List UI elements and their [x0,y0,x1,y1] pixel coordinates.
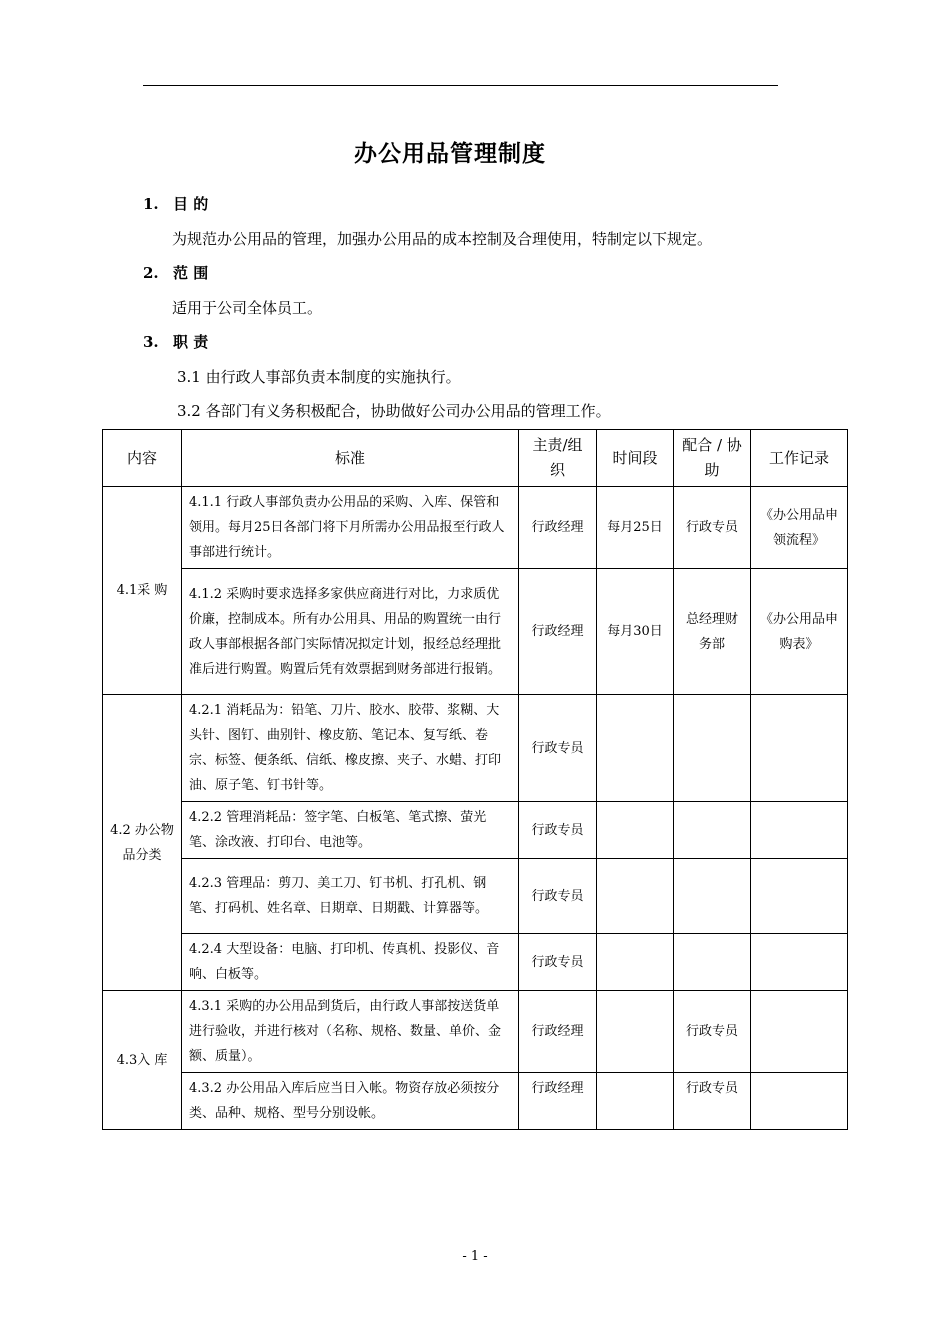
table-row [103,487,848,569]
time-cell [597,991,674,1073]
time-cell [597,934,674,991]
time-cell: 每月30日 [597,569,674,695]
table-row [103,859,848,934]
owner-cell: 行政经理 [519,487,597,569]
management-table [102,429,848,1130]
table-row [103,934,848,991]
header-record: 工作记录 [751,430,848,487]
owner-cell: 行政专员 [519,934,597,991]
record-cell [751,859,848,934]
section-3-item-1: 3.1 由行政人事部负责本制度的实施执行。 [177,368,461,386]
time-cell: 每月25日 [597,487,674,569]
time-cell [597,695,674,802]
standard-cell: 4.3.2 办公用品入库后应当日入帐。物资存放必须按分类、品种、规格、型号分别设帐。 [182,1073,519,1130]
standard-cell: 4.2.3 管理品：剪刀、美工刀、钉书机、打孔机、钢笔、打码机、姓名章、日期章、日期戳、计算器等。 [182,859,519,934]
standard-cell: 4.3.1 采购的办公用品到货后，由行政人事部按送货单进行验收，并进行核对（名称、规格、数量、单价、金额、质量）。 [182,991,519,1073]
table-row [103,802,848,859]
table-row [103,991,848,1073]
record-cell [751,1073,848,1130]
standard-cell: 4.1.1 行政人事部负责办公用品的采购、入库、保管和领用。每月25日各部门将下月所需办公用品报至行政人事部进行统计。 [182,487,519,569]
section-2-heading [143,262,208,283]
record-cell: 《办公用品申购表》 [751,569,848,695]
owner-cell: 行政专员 [519,802,597,859]
assist-cell: 总经理财务部 [674,569,751,695]
document-title: 办公用品管理制度 [354,140,546,167]
section-1-title: 目 的 [173,195,209,213]
assist-cell [674,695,751,802]
assist-cell [674,859,751,934]
section-3-heading [143,331,208,352]
header-assist: 配合 / 协助 [674,430,751,487]
section-1-text: 为规范办公用品的管理，加强办公用品的成本控制及合理使用，特制定以下规定。 [172,230,713,248]
record-cell [751,934,848,991]
standard-cell: 4.2.2 管理消耗品：签字笔、白板笔、笔式擦、萤光笔、涂改液、打印台、电池等。 [182,802,519,859]
header-time: 时间段 [597,430,674,487]
section-2-text: 适用于公司全体员工。 [172,299,323,317]
header-standard: 标准 [182,430,519,487]
record-cell [751,695,848,802]
owner-cell: 行政经理 [519,1073,597,1130]
category-cell: 4.3入 库 [103,991,182,1130]
section-2-title: 范 围 [173,264,209,282]
time-cell [597,1073,674,1130]
table-row [103,569,848,695]
assist-cell [674,802,751,859]
record-cell: 《办公用品申领流程》 [751,487,848,569]
owner-cell: 行政经理 [519,569,597,695]
assist-cell: 行政专员 [674,487,751,569]
standard-cell: 4.2.4 大型设备：电脑、打印机、传真机、投影仪、音响、白板等。 [182,934,519,991]
section-3-number: 3. [143,333,159,351]
record-cell [751,991,848,1073]
assist-cell [674,934,751,991]
page-number: - 1 - [462,1249,488,1264]
standard-cell: 4.2.1 消耗品为：铅笔、刀片、胶水、胶带、浆糊、大头针、图钉、曲别针、橡皮筋、笔记本、复写纸、卷宗、标签、便条纸、信纸、橡皮擦、夹子、水蜡、打印油、原子笔、钉书针等。 [182,695,519,802]
record-cell [751,802,848,859]
section-3-title: 职 责 [173,333,209,351]
category-cell: 4.2 办公物品分类 [103,695,182,991]
owner-cell: 行政经理 [519,991,597,1073]
table-row [103,1073,848,1130]
header-owner: 主责/组织 [519,430,597,487]
owner-cell: 行政专员 [519,859,597,934]
table-row [103,695,848,802]
section-3-item-2: 3.2 各部门有义务积极配合，协助做好公司办公用品的管理工作。 [177,402,611,420]
time-cell [597,802,674,859]
table-header-row [103,430,848,487]
section-2-number: 2. [143,264,159,282]
header-rule [143,85,778,86]
standard-cell: 4.1.2 采购时要求选择多家供应商进行对比，力求质优价廉，控制成本。所有办公用具、用品的购置统一由行政人事部根据各部门实际情况拟定计划，报经总经理批准后进行购置。购置后凭有效票据到财务部进行报销。 [182,569,519,695]
assist-cell: 行政专员 [674,1073,751,1130]
section-1-heading [143,193,208,214]
header-content: 内容 [103,430,182,487]
owner-cell: 行政专员 [519,695,597,802]
category-cell: 4.1采 购 [103,487,182,695]
time-cell [597,859,674,934]
section-1-number: 1. [143,195,159,213]
assist-cell: 行政专员 [674,991,751,1073]
